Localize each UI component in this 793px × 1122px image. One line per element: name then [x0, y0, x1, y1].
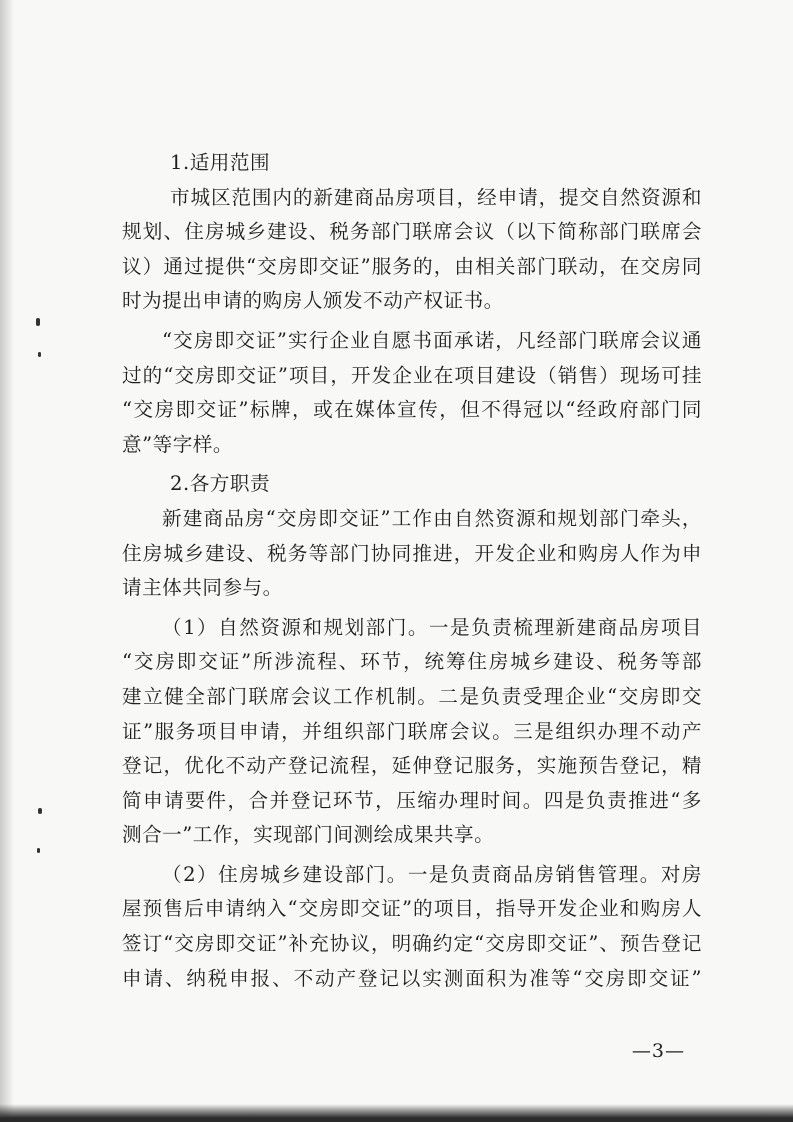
scan-shadow-left — [0, 0, 14, 1122]
paragraph — [122, 181, 702, 319]
binding-hole-mark — [38, 352, 41, 357]
section-heading: 2.各方职责 — [170, 472, 271, 496]
paragraph-line: 议）通过提供“交房即交证”服务的，由相关部门联动，在交房同 — [122, 254, 702, 278]
paragraph-line: 新建商品房“交房即交证”工作由自然资源和规划部门牵头， — [162, 506, 702, 530]
binding-hole-mark — [36, 318, 40, 326]
paragraph-line: （1）自然资源和规划部门。一是负责梳理新建商品房项目 — [162, 615, 702, 639]
document-body — [122, 146, 702, 996]
paragraph-line: 意”等字样。 — [122, 432, 233, 456]
paragraph — [122, 502, 702, 606]
binding-hole-mark — [38, 808, 42, 814]
scan-shadow-bottom — [0, 1104, 793, 1122]
paragraph-line: “交房即交证”标牌，或在媒体宣传，但不得冠以“经政府部门同 — [122, 398, 702, 422]
paragraph-line: 证”服务项目申请，并组织部门联席会议。三是组织办理不动产 — [122, 719, 702, 743]
paragraph — [122, 324, 702, 462]
paragraph-line: “交房即交证”实行企业自愿书面承诺，凡经部门联席会议通 — [162, 328, 702, 352]
paragraph-line: 签订“交房即交证”补充协议，明确约定“交房即交证”、预告登记 — [122, 932, 702, 956]
paragraph-line: “交房即交证”所涉流程、环节，统筹住房城乡建设、税务等部 — [122, 650, 702, 674]
page-number: —3— — [631, 1040, 685, 1062]
paragraph-line: 时为提出申请的购房人颁发不动产权证书。 — [122, 289, 504, 313]
paragraph-line: 过的“交房即交证”项目，开发企业在项目建设（销售）现场可挂 — [122, 363, 702, 387]
section-heading: 1.适用范围 — [170, 151, 271, 174]
paragraph-line: 建立健全部门联席会议工作机制。二是负责受理企业“交房即交 — [122, 684, 702, 708]
paragraph-line: 请主体共同参与。 — [122, 576, 283, 600]
binding-hole-mark — [37, 848, 40, 853]
paragraph-line: 市城区范围内的新建商品房项目，经申请，提交自然资源和 — [170, 185, 702, 209]
paragraph-line: 规划、住房城乡建设、税务部门联席会议（以下简称部门联席会 — [122, 220, 702, 244]
paragraph — [122, 858, 702, 996]
paragraph-line: 简申请要件，合并登记环节，压缩办理时间。四是负责推进“多 — [122, 788, 702, 812]
paragraph-line: 屋预售后申请纳入“交房即交证”的项目，指导开发企业和购房人 — [122, 897, 702, 921]
paragraph-line: 申请、纳税申报、不动产登记以实测面积为准等“交房即交证” — [122, 966, 702, 990]
paragraph-line: 测合一”工作，实现部门间测绘成果共享。 — [122, 823, 495, 847]
paragraph-line: 住房城乡建设、税务等部门协同推进，开发企业和购房人作为申 — [122, 541, 702, 565]
paragraph-line: 登记，优化不动产登记流程，延伸登记服务，实施预告登记，精 — [122, 754, 702, 778]
paragraph-line: （2）住房城乡建设部门。一是负责商品房销售管理。对房 — [162, 862, 702, 886]
paragraph — [122, 611, 702, 853]
